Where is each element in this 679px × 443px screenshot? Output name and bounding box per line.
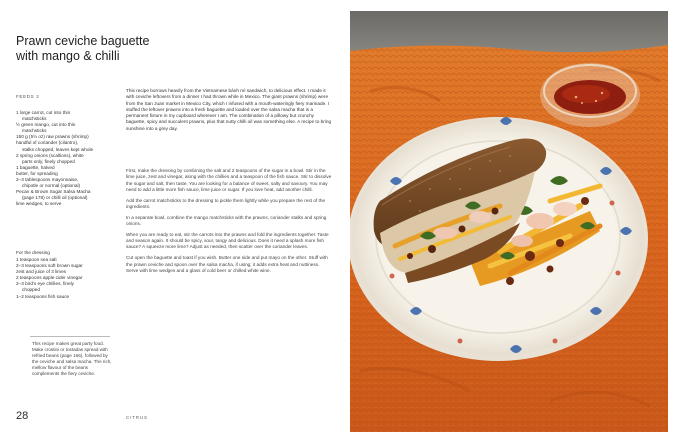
- dressing-line: zest and juice of 3 limes: [16, 269, 67, 275]
- ingredient-line: ½ green mango, cut into thin: [16, 122, 76, 128]
- ingredient-list: [16, 110, 120, 208]
- tip-divider: [30, 336, 110, 337]
- title-line-2: with mango & chilli: [16, 49, 120, 63]
- dressing-line: 2 teaspoons apple cider vinegar: [16, 275, 83, 281]
- chilli-oil-bowl: [540, 63, 640, 127]
- method-paragraph: First, make the dressing by combining the salt and 2 teaspoons of the sugar in a bowl. Stir in the lime juice, zest and vinegar, along with the chillies and a teaspoon of the fish sauce. Stir to dissolve the sugar and salt, then taste. You are looking for a balance of sweet, salty and savoury. You may need to add a little more fish sauce, lime juice or sugar. If you love heat, add another chilli.: [126, 168, 332, 192]
- ingredient-line: matchsticks: [22, 128, 47, 134]
- method-paragraph: Cut open the baguette and toast if you wish. Butter one side and put mayo on the other. Stuff with the prawn ceviche and spoon over the salsa macha, if using; it adds extra heat and nuttiness. Serve with lime wedges and a glass of cold beer or chilled white wine.: [126, 255, 328, 273]
- method-paragraph: In a separate bowl, combine the mango matchsticks with the prawns, coriander stalks and spring onions.: [126, 214, 327, 227]
- ingredient-line: 2–3 tablespoons mayonnaise,: [16, 177, 79, 183]
- ingredient-line: 150 g (5½ oz) raw prawns (shrimp): [16, 134, 89, 140]
- ingredient-line: 1 baguette, halved: [16, 164, 55, 170]
- dressing-line: 1 teaspoon sea salt: [16, 257, 57, 262]
- serves-label: FEEDS 2: [16, 94, 40, 99]
- dressing-line: 2–3 bird's eye chillies, finely: [16, 281, 74, 287]
- recipe-title: [16, 34, 186, 64]
- ingredient-line: matchsticks: [22, 116, 47, 122]
- ingredient-line: (page 178) or chilli oil (optional): [22, 195, 88, 201]
- ingredient-line: stalks chopped, leaves kept whole: [22, 146, 94, 152]
- ingredient-line: 2 spring onions (scallions), white: [16, 152, 84, 158]
- ingredient-line: lime wedges, to serve: [16, 201, 62, 207]
- dressing-line: 2–3 teaspoons soft brown sugar: [16, 263, 83, 269]
- ingredient-line: 1 large carrot, cut into thin: [16, 110, 71, 115]
- dressing-line: 1–2 teaspoons fish sauce: [16, 293, 70, 299]
- dressing-line: chopped: [22, 287, 40, 293]
- dressing-heading: For the dressing: [16, 250, 50, 255]
- recipe-intro: This recipe borrows heavily from the Vietnamese bánh mì sandwich, to delicious effect. I made it with ceviche leftovers from a dinner I had thrown while in Mexico. The giant prawns (shrimp) were from the San Juan market in Mexico City, which I infused with a mouth-wateringly fiery marinade. I stuffed the leftover prawns into a fresh baguette and loaded over the salsa macha that is a permanent fixture in my cupboard wherever I am. The combination of a pillowy but crunchy baguette, spicy and succulent prawns, plus that nutty chilli oil was something else. A recipe to bring sunshine into a grey day.: [126, 88, 332, 131]
- ingredient-line: butter, for spreading: [16, 170, 58, 176]
- ingredient-line: chipotle or normal (optional): [22, 183, 81, 189]
- food-photo: [350, 11, 668, 432]
- page-number: 28: [16, 410, 29, 422]
- method-paragraph: Add the carrot matchsticks to the dressing to pickle them lightly while you prepare the rest of the ingredients.: [126, 197, 326, 209]
- dressing-list: [16, 257, 120, 300]
- section-running-head: CITRUS: [126, 415, 148, 420]
- method-paragraph: When you are ready to eat, stir the carrots into the prawns and fold the ingredients together. Taste and season again. It should be spicy, sour, tangy and delicious. Does it need a splash more fish sauce? A squeeze more lime? Adjust as needed, then scatter over the coriander leaves.: [126, 231, 329, 250]
- title-line-1: Prawn ceviche baguette: [16, 34, 150, 48]
- ingredient-line: Pecan & Brown Sugar Salsa Macha: [16, 189, 91, 195]
- method-steps: [126, 168, 332, 279]
- baguette-photo-illustration: [350, 11, 668, 432]
- ingredient-line: handful of coriander (cilantro),: [16, 140, 79, 146]
- recipe-tip: This recipe makes great party food. Make crostini or tostadas spread with refried beans (page 166), followed by the ceviche and salsa macha. The rich, mellow flavour of the beans complements the fiery ceviche.: [32, 341, 112, 376]
- ingredient-line: parts only, finely chopped: [22, 158, 75, 164]
